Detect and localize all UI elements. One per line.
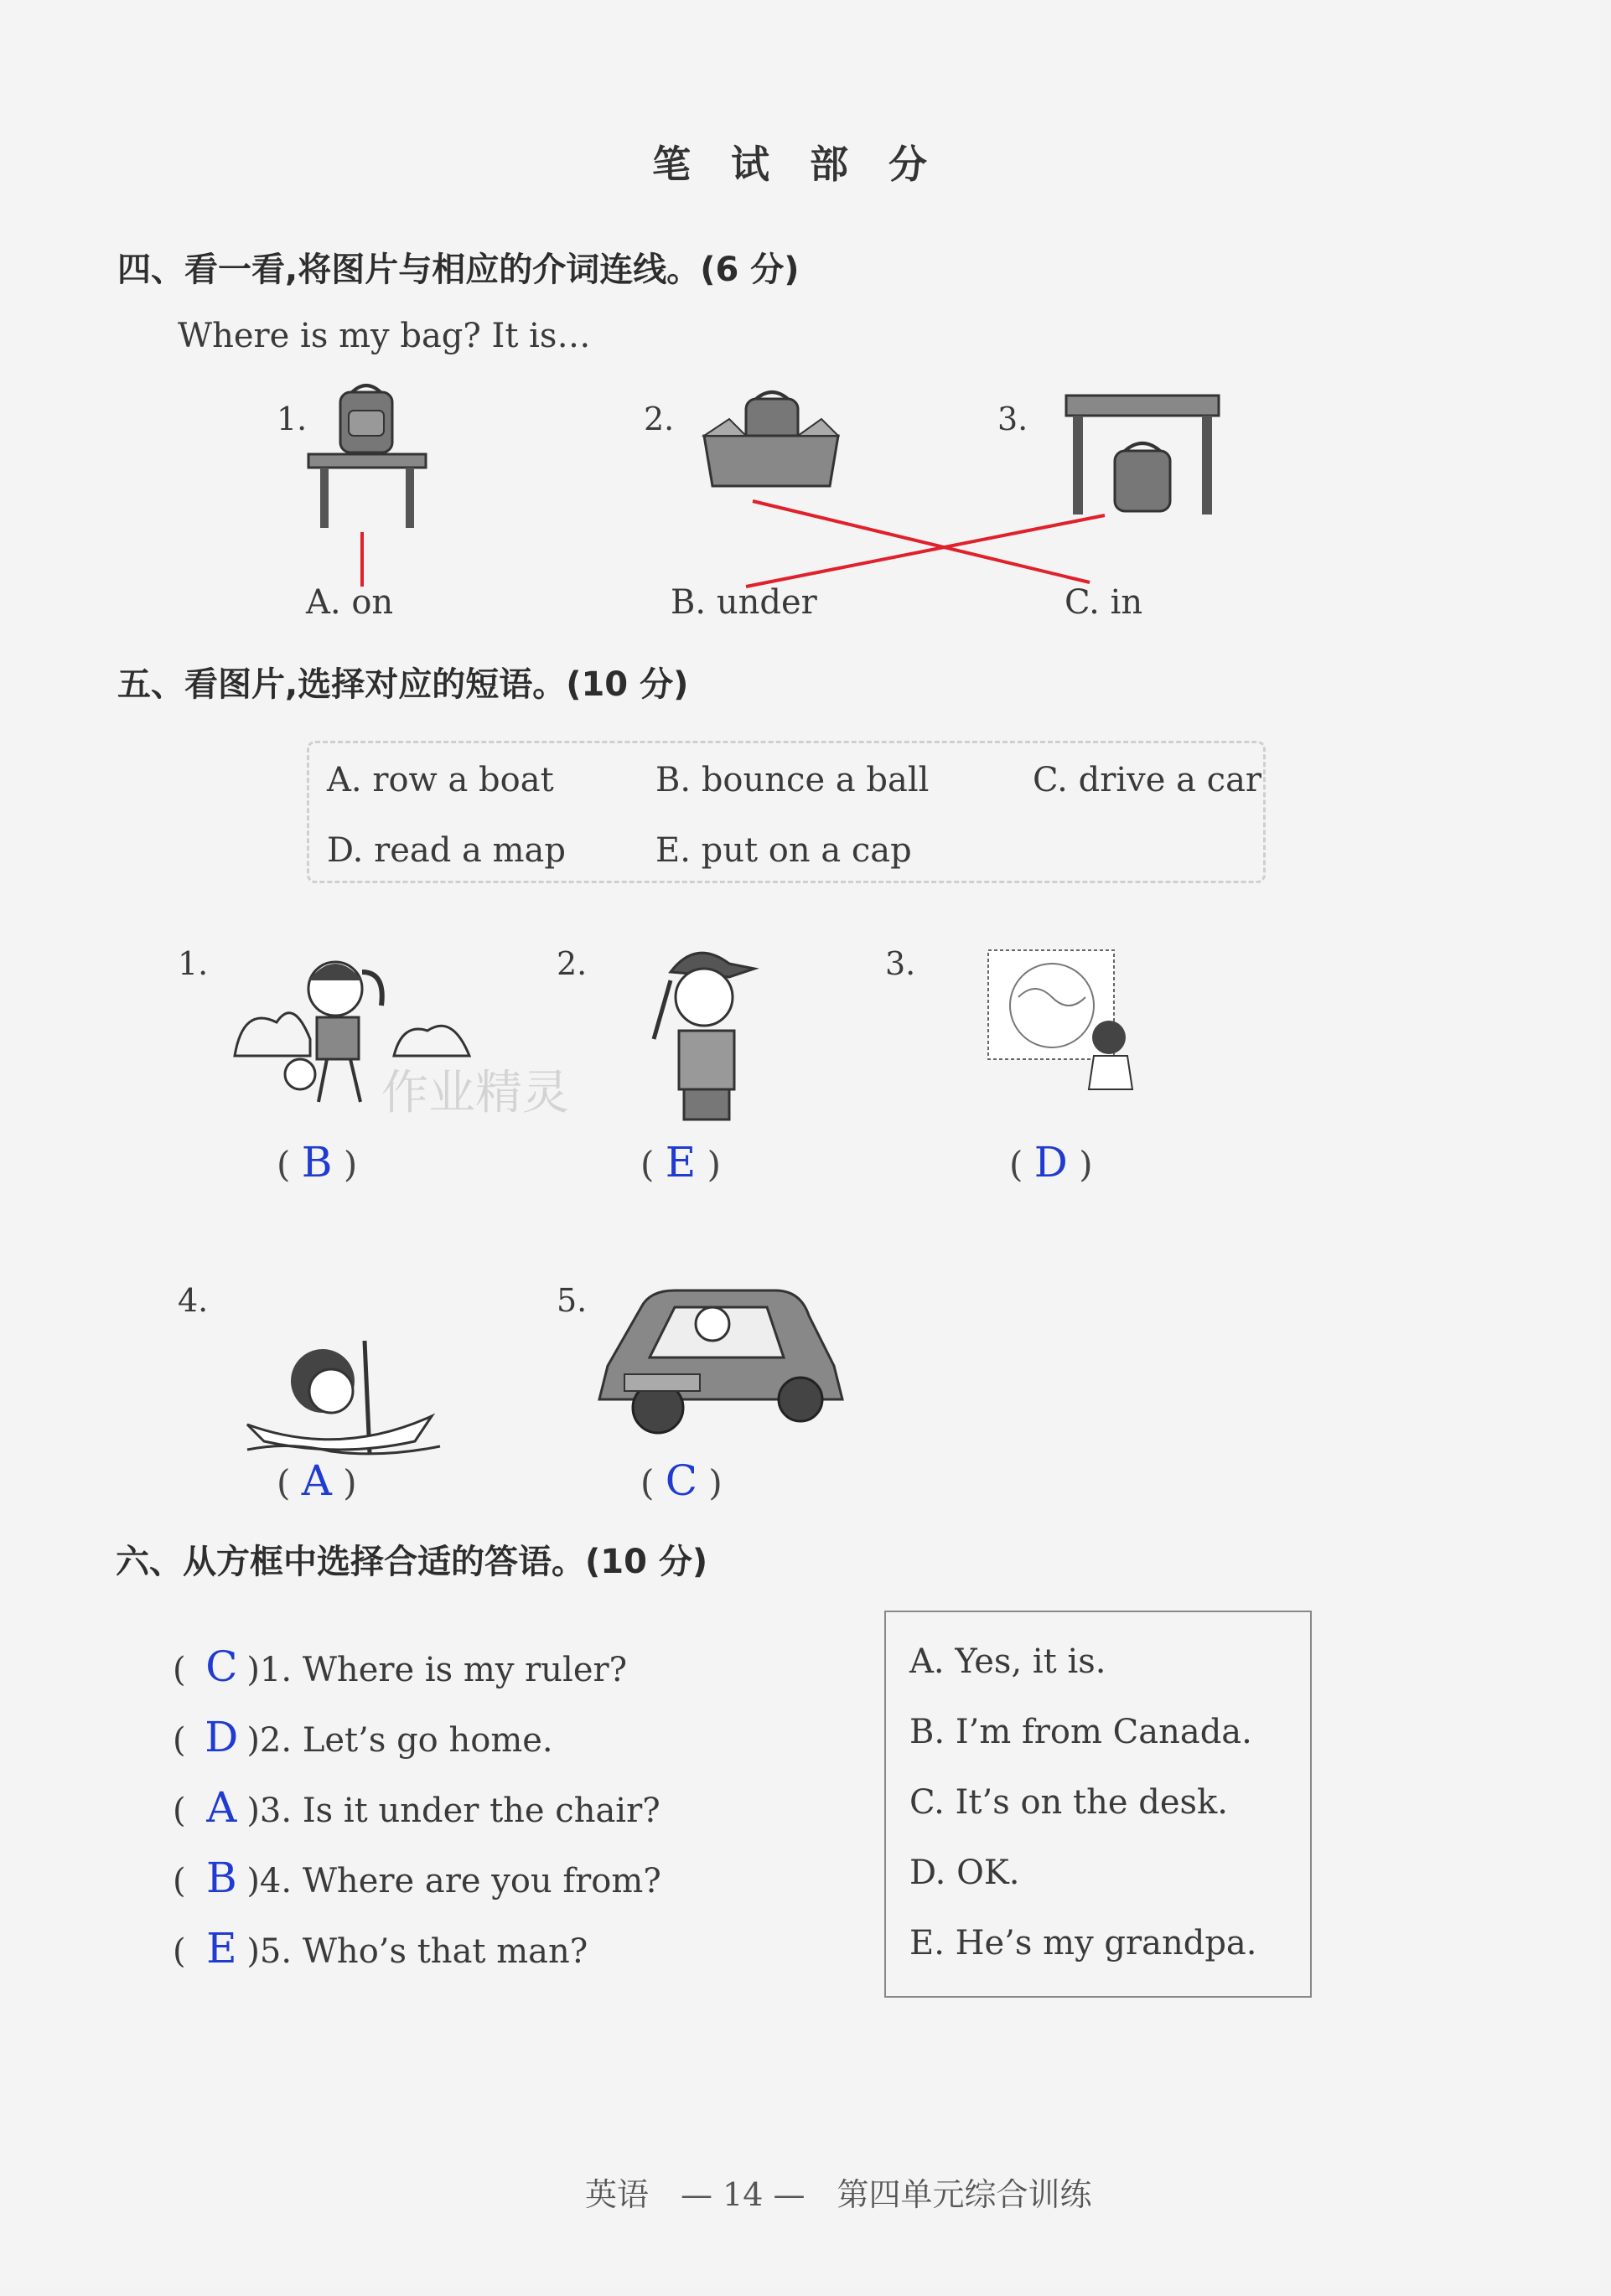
s5-answer-1: ( B ): [277, 1138, 358, 1187]
s6-question-3-text: )3. Is it under the chair?: [246, 1792, 660, 1830]
s5-item-number-2: 2.: [557, 945, 588, 982]
s6-question-2-text: )2. Let’s go home.: [246, 1721, 553, 1760]
s5-option-a: A. row a boat: [327, 761, 554, 799]
s6-choice-b: B. I’m from Canada.: [909, 1713, 1252, 1751]
s5-item-number-1: 1.: [178, 945, 209, 982]
s5-answer-4: ( A ): [277, 1456, 357, 1505]
s6-question-5: ( E )5. Who’s that man?: [173, 1924, 588, 1973]
page-footer: 英语 — 14 — 第四单元综合训练: [585, 2176, 1092, 2213]
s5-answer-4-letter: A: [301, 1456, 332, 1505]
s4-option-b: B. under: [671, 583, 817, 622]
s5-option-e: E. put on a cap: [655, 831, 912, 870]
section4-heading: 四、看一看,将图片与相应的介词连线。(6 分): [117, 251, 800, 289]
s6-question-2: ( D )2. Let’s go home.: [173, 1713, 553, 1761]
s6-question-4-text: )4. Where are you from?: [246, 1862, 661, 1900]
s5-answer-3: ( D ): [1009, 1138, 1093, 1187]
s6-question-1-answer: C: [205, 1642, 238, 1691]
s5-answer-3-letter: D: [1033, 1138, 1068, 1187]
section5-heading: 五、看图片,选择对应的短语。(10 分): [117, 665, 689, 704]
s6-question-2-answer: D: [205, 1713, 239, 1761]
s5-answer-5-letter: C: [665, 1456, 698, 1505]
boy-row-boat-illustration: [239, 1341, 448, 1458]
boy-drive-car-illustration: [591, 1274, 851, 1441]
s5-option-d: D. read a map: [327, 831, 566, 870]
page-title: 笔 试 部 分: [652, 142, 941, 187]
s5-answer-2-letter: E: [665, 1138, 697, 1187]
s5-item-number-4: 4.: [178, 1282, 209, 1319]
section4-question: Where is my bag? It is…: [178, 317, 591, 355]
s6-question-4: ( B )4. Where are you from?: [173, 1854, 661, 1902]
s4-item-number-1: 1.: [277, 401, 308, 437]
s4-item-number-3: 3.: [997, 401, 1028, 437]
s6-choice-a: A. Yes, it is.: [909, 1642, 1106, 1681]
watermark: 作业精灵: [381, 1066, 569, 1120]
s6-question-1-text: )1. Where is my ruler?: [246, 1651, 628, 1689]
s5-option-c: C. drive a car: [1033, 761, 1262, 799]
s6-question-5-text: )5. Who’s that man?: [246, 1932, 588, 1971]
s6-choice-e: E. He’s my grandpa.: [909, 1924, 1257, 1962]
s5-item-number-5: 5.: [557, 1282, 588, 1319]
section6-heading: 六、从方框中选择合适的答语。(10 分): [116, 1543, 708, 1581]
s4-option-c: C. in: [1065, 583, 1143, 622]
s6-question-3-answer: A: [206, 1783, 237, 1832]
s5-answer-5: ( C ): [640, 1456, 723, 1505]
s6-choice-d: D. OK.: [909, 1854, 1020, 1892]
s4-item-number-2: 2.: [644, 401, 675, 437]
s4-option-a: A. on: [306, 583, 394, 622]
matching-lines: [0, 0, 1593, 637]
boy-put-on-cap-illustration: [637, 939, 780, 1123]
s5-option-b: B. bounce a ball: [655, 761, 930, 799]
s6-question-5-answer: E: [206, 1924, 237, 1973]
s6-question-4-answer: B: [205, 1854, 237, 1902]
s6-question-1: ( C )1. Where is my ruler?: [173, 1642, 628, 1691]
girl-read-map-illustration: [985, 947, 1136, 1114]
s6-choice-c: C. It’s on the desk.: [909, 1783, 1228, 1822]
s5-item-number-3: 3.: [885, 945, 916, 982]
s5-answer-1-letter: B: [301, 1138, 333, 1187]
s6-question-3: ( A )3. Is it under the chair?: [173, 1783, 660, 1832]
s5-answer-2: ( E ): [640, 1138, 721, 1187]
